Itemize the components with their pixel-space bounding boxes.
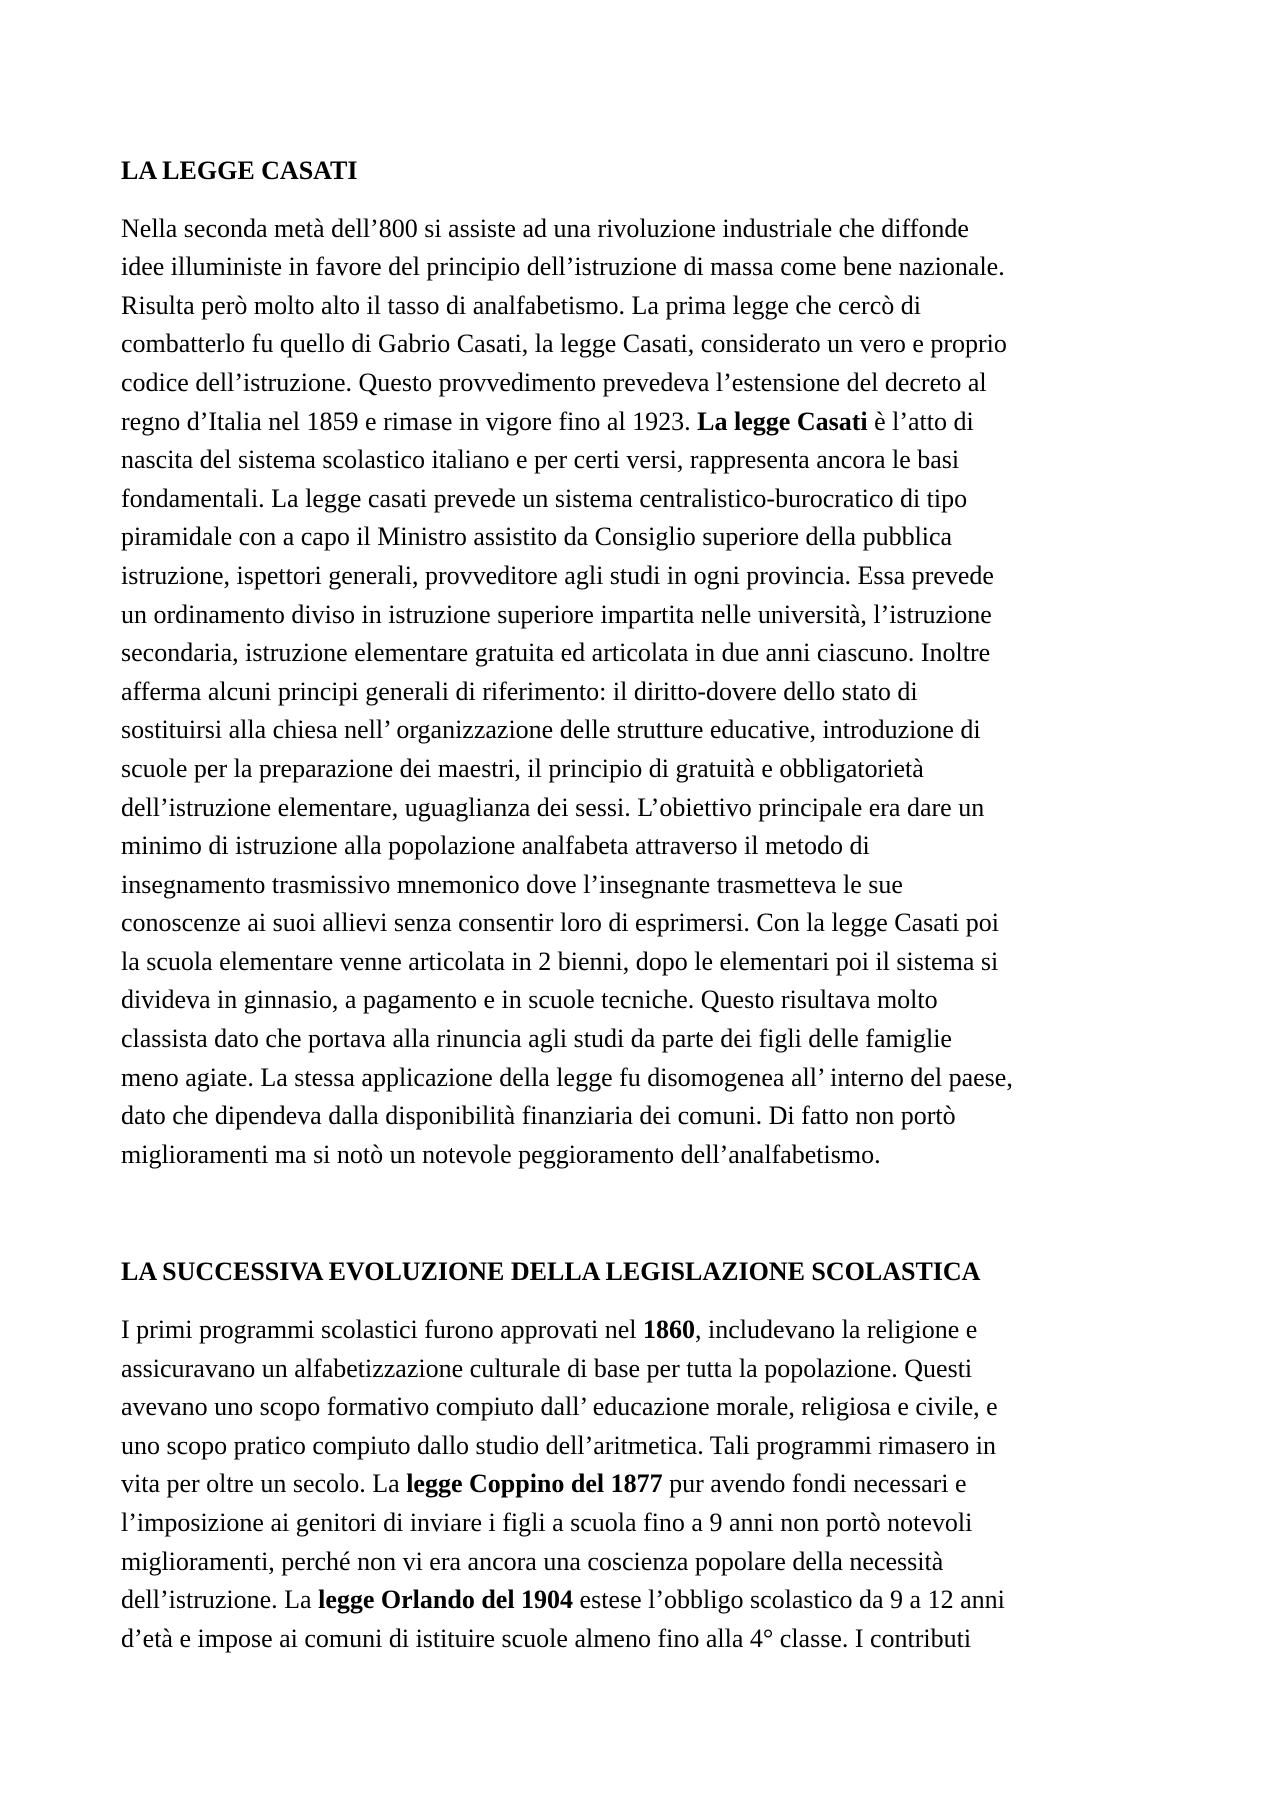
text-line: [121, 1311, 1171, 1350]
text-line: [121, 596, 1171, 635]
text-run: combatterlo fu quello di Gabrio Casati, la legge Casati, considerato un vero e proprio: [121, 329, 1007, 359]
text-line: [121, 827, 1171, 866]
section-evoluzione-legislazione: [121, 1253, 1171, 1658]
text-run: fondamentali. La legge casati prevede un sistema centralistico-burocratico di tipo: [121, 483, 968, 513]
text-line: [121, 518, 1171, 557]
text-run: istruzione, ispettori generali, provveditore agli studi in ogni provincia. Essa prevede: [121, 560, 994, 590]
text-run: , includevano la religione e: [695, 1315, 978, 1345]
text-run: idee illuministe in favore del principio dell’istruzione di massa come bene nazionale.: [121, 252, 1005, 282]
text-run: dato che dipendeva dalla disponibilità finanziaria dei comuni. Di fatto non portò: [121, 1101, 956, 1131]
text-line: [121, 981, 1171, 1020]
text-line: [121, 673, 1171, 712]
text-run: nascita del sistema scolastico italiano e per certi versi, rappresenta ancora le basi: [121, 445, 960, 475]
text-run: d’età e impose ai comuni di istituire scuole almeno fino alla 4° classe. I contributi: [121, 1623, 972, 1653]
text-line: [121, 364, 1171, 403]
text-line: [121, 1388, 1171, 1427]
text-line: [121, 634, 1171, 673]
text-run: secondaria, istruzione elementare gratuita ed articolata in due anni ciascuno. Inoltre: [121, 638, 991, 668]
text-line: [121, 1427, 1171, 1466]
text-run: uno scopo pratico compiuto dallo studio dell’aritmetica. Tali programmi rimasero in: [121, 1430, 996, 1460]
text-run: è l’atto di: [867, 406, 974, 436]
text-line: [121, 441, 1171, 480]
text-run: conoscenze ai suoi allievi senza consentir loro di esprimersi. Con la legge Casati poi: [121, 908, 999, 938]
bold-text: legge Coppino del 1877: [406, 1469, 663, 1499]
text-run: meno agiate. La stessa applicazione della legge fu disomogenea all’ interno del paese,: [121, 1062, 1013, 1092]
section-legge-casati: [121, 152, 1171, 1174]
text-line: [121, 287, 1171, 326]
text-line: [121, 943, 1171, 982]
text-line: [121, 1465, 1171, 1504]
text-run: miglioramenti, perché non vi era ancora una coscienza popolare della necessità: [121, 1546, 944, 1576]
text-line: [121, 866, 1171, 905]
text-run: un ordinamento diviso in istruzione superiore impartita nelle università, l’istruzione: [121, 599, 992, 629]
text-line: [121, 1097, 1171, 1136]
text-line: [121, 248, 1171, 287]
text-line: [121, 557, 1171, 596]
bold-text: La legge Casati: [697, 406, 868, 436]
text-run: assicuravano un alfabetizzazione culturale di base per tutta la popolazione. Questi: [121, 1353, 973, 1383]
text-line: [121, 1581, 1171, 1620]
text-line: [121, 1020, 1171, 1059]
text-line: [121, 904, 1171, 943]
text-line: [121, 1350, 1171, 1389]
text-run: codice dell’istruzione. Questo provvedimento prevedeva l’estensione del decreto al: [121, 367, 987, 397]
text-run: afferma alcuni principi generali di riferimento: il diritto-dovere dello stato di: [121, 676, 918, 706]
text-line: [121, 210, 1171, 249]
bold-text: 1860: [643, 1315, 696, 1345]
text-line: [121, 1059, 1171, 1098]
text-line: [121, 1504, 1171, 1543]
text-line: [121, 750, 1171, 789]
text-run: pur avendo fondi necessari e: [662, 1469, 967, 1499]
text-run: classista dato che portava alla rinuncia agli studi da parte dei figli delle famiglie: [121, 1024, 952, 1054]
text-run: l’imposizione ai genitori di inviare i figli a scuola fino a 9 anni non portò notevoli: [121, 1508, 973, 1537]
text-line: [121, 403, 1171, 442]
text-line: [121, 711, 1171, 750]
text-run: regno d’Italia nel 1859 e rimase in vigore fino al 1923.: [121, 406, 698, 436]
text-run: Risulta però molto alto il tasso di analfabetismo. La prima legge che cercò di: [121, 290, 921, 320]
document-content: [121, 152, 1171, 1658]
text-run: vita per oltre un secolo. La: [121, 1469, 407, 1499]
text-run: dell’istruzione. La: [121, 1585, 319, 1615]
section-title: LA SUCCESSIVA EVOLUZIONE DELLA LEGISLAZIONE SCOLASTICA: [121, 1257, 981, 1287]
section-body: [121, 1311, 1171, 1658]
section-body: [121, 210, 1171, 1175]
section-title: LA LEGGE CASATI: [121, 156, 358, 185]
text-run: I primi programmi scolastici furono approvati nel: [121, 1315, 644, 1345]
text-run: Nella seconda metà dell’800 si assiste ad una rivoluzione industriale che diffonde: [121, 213, 969, 243]
text-run: divideva in ginnasio, a pagamento e in scuole tecniche. Questo risultava molto: [121, 985, 938, 1015]
text-run: avevano uno scopo formativo compiuto dall’ educazione morale, religiosa e civile, e: [121, 1392, 998, 1422]
text-run: minimo di istruzione alla popolazione analfabeta attraverso il metodo di: [121, 831, 870, 861]
text-line: [121, 1620, 1171, 1659]
text-line: [121, 325, 1171, 364]
bold-text: legge Orlando del 1904: [318, 1585, 574, 1615]
text-run: piramidale con a capo il Ministro assistito da Consiglio superiore della pubblica: [121, 522, 953, 552]
text-line: [121, 480, 1171, 519]
text-run: la scuola elementare venne articolata in 2 bienni, dopo le elementari poi il sistema si: [121, 946, 999, 976]
text-line: [121, 1136, 1171, 1175]
text-run: insegnamento trasmissivo mnemonico dove l’insegnante trasmetteva le sue: [121, 869, 903, 899]
text-run: dell’istruzione elementare, uguaglianza dei sessi. L’obiettivo principale era dare un: [121, 792, 985, 822]
text-run: scuole per la preparazione dei maestri, il principio di gratuità e obbligatorietà: [121, 753, 924, 783]
text-run: sostituirsi alla chiesa nell’ organizzazione delle strutture educative, introduzione di: [121, 715, 981, 745]
text-line: [121, 1543, 1171, 1582]
text-run: miglioramenti ma si notò un notevole peggioramento dell’analfabetismo.: [121, 1139, 881, 1169]
text-line: [121, 789, 1171, 828]
text-run: estese l’obbligo scolastico da 9 a 12 anni: [573, 1585, 1005, 1615]
